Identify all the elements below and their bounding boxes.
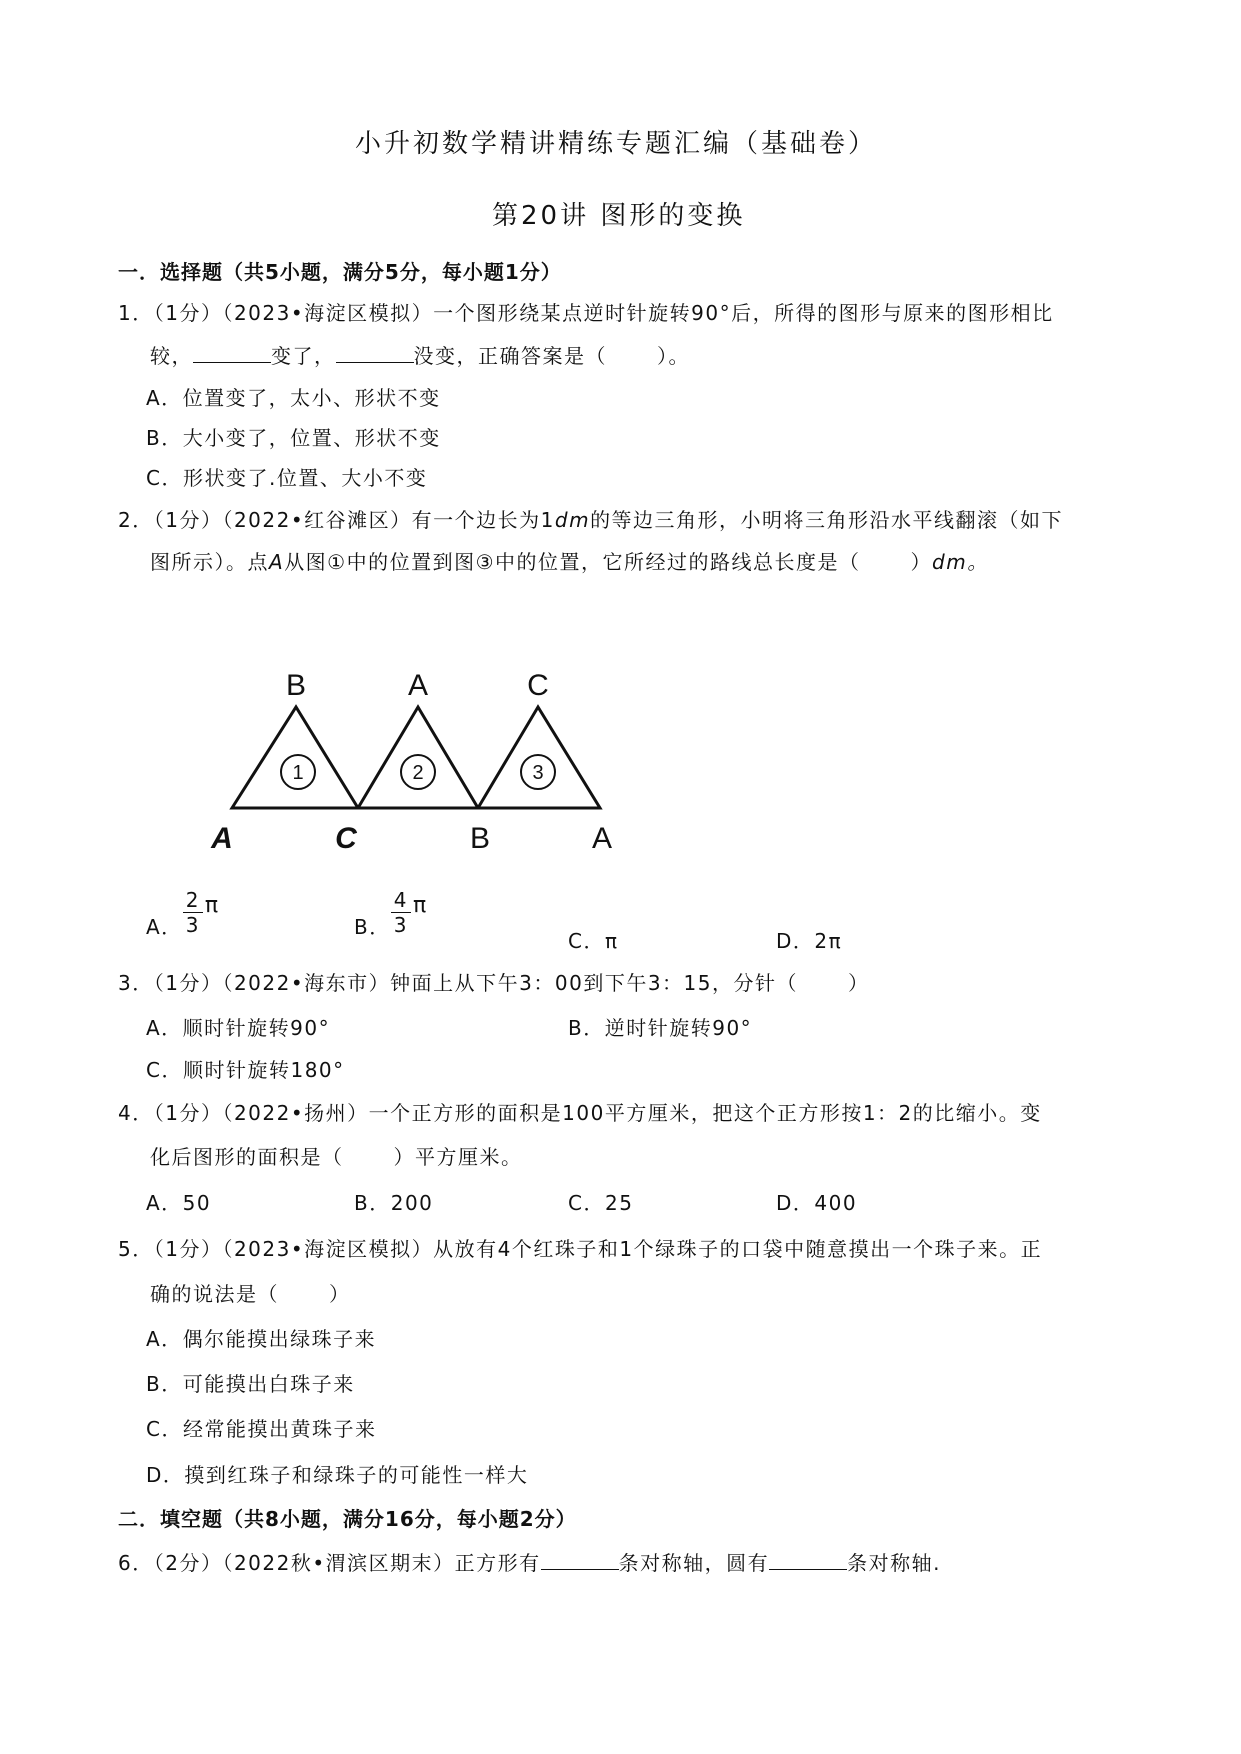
q5-text-a: 确的说法是（ — [150, 1282, 279, 1306]
q6-line1 — [118, 1547, 941, 1576]
q1-option-a: A．位置变了，太小、形状不变 — [146, 386, 441, 410]
q1-blank-1 — [193, 342, 271, 363]
q4-option-d: D．400 — [776, 1191, 858, 1215]
section-heading-fill: 二．填空题（共8小题，满分16分，每小题2分） — [118, 1507, 577, 1531]
q3-option-a: A．顺时针旋转90° — [146, 1016, 331, 1040]
q5-option-a: A．偶尔能摸出绿珠子来 — [146, 1327, 377, 1351]
q5-option-d: D．摸到红珠子和绿珠子的可能性一样大 — [146, 1463, 529, 1487]
q2-option-a-fraction — [183, 889, 203, 936]
q1-line1: 1．（1分）（2023•海淀区模拟）一个图形绕某点逆时针旋转90°后，所得的图形与原来的图形相比 — [118, 301, 1054, 325]
q2-text-a: 2．（1分）（2022•红谷滩区）有一个边长为1 — [118, 508, 555, 532]
q4-text-b: ）平方厘米。 — [393, 1145, 523, 1169]
q2-text-e: ） — [910, 550, 933, 574]
q2-line1 — [118, 504, 1063, 533]
q2-option-b-fraction — [391, 889, 411, 936]
q1-option-b: B．大小变了，位置、形状不变 — [146, 426, 441, 450]
q2-option-d: D．2π — [776, 929, 843, 953]
q2-option-b-pi: π — [412, 893, 428, 918]
q4-text-a: 化后图形的面积是（ — [150, 1145, 344, 1169]
q4-option-a: A．50 — [146, 1191, 212, 1215]
q4-option-b: B．200 — [354, 1191, 434, 1215]
q5-option-c: C．经常能摸出黄珠子来 — [146, 1417, 377, 1441]
q3-text-a: 3．（1分）（2022•海东市）钟面上从下午3：00到下午3：15，分针（ — [118, 971, 798, 995]
q2-option-a-prefix: A． — [146, 915, 183, 939]
q4-option-c: C．25 — [568, 1191, 634, 1215]
vertex-label-bottom-2: C — [335, 822, 357, 855]
q4-line1: 4．（1分）（2022•扬州）一个正方形的面积是100平方厘米，把这个正方形按1：2的比缩小。变 — [118, 1101, 1042, 1125]
triangle-1 — [232, 707, 358, 808]
q1-option-c: C．形状变了.位置、大小不变 — [146, 466, 428, 490]
vertex-label-bottom-4: A — [591, 822, 613, 855]
q5-text-b: ） — [329, 1282, 351, 1306]
triangle-3 — [478, 707, 600, 808]
q2-unit-dm: dm — [554, 508, 591, 532]
q6-text-a: 6．（2分）（2022秋•渭滨区期末）正方形有 — [118, 1551, 541, 1575]
q4-line2 — [150, 1141, 523, 1170]
q2-point-a: A — [269, 550, 285, 574]
vertex-label-bottom-3: B — [469, 822, 491, 855]
main-title: 小升初数学精讲精练专题汇编（基础卷） — [355, 129, 878, 159]
q1-text-d: ）。 — [657, 344, 690, 368]
q6-text-b: 条对称轴，圆有 — [618, 1551, 770, 1575]
q2-text-d: 从图①中的位置到图③中的位置，它所经过的路线总长度是（ — [284, 550, 861, 574]
q3-line1 — [118, 967, 870, 996]
q1-text-a: 较， — [150, 344, 193, 368]
q3-option-b: B．逆时针旋转90° — [568, 1016, 753, 1040]
q1-text-c: 没变，正确答案是（ — [413, 344, 607, 368]
q6-blank-1 — [541, 1549, 619, 1570]
q5-line2 — [150, 1278, 351, 1307]
vertex-label-top-2: A — [407, 669, 429, 702]
vertex-label-top-1: B — [285, 669, 307, 702]
q1-line2 — [150, 340, 690, 369]
q2-option-a-pi: π — [204, 893, 220, 918]
q2-option-a-denominator: 3 — [185, 913, 200, 937]
q1-text-b: 变了， — [271, 344, 336, 368]
triangle-rolling-figure — [190, 660, 650, 860]
q1-blank-2 — [336, 342, 414, 363]
q2-option-b — [354, 888, 428, 952]
vertex-label-top-3: C — [527, 669, 549, 702]
triangle-2 — [358, 707, 478, 808]
circle-label-2: 2 — [412, 762, 424, 784]
q2-option-a — [146, 888, 220, 952]
q6-blank-2 — [769, 1549, 847, 1570]
circle-label-1: 1 — [292, 762, 304, 784]
q3-option-c: C．顺时针旋转180° — [146, 1058, 345, 1082]
section-heading-choice: 一．选择题（共5小题，满分5分，每小题1分） — [118, 260, 562, 284]
vertex-label-bottom-1: A — [211, 822, 233, 855]
q2-unit-dm-2: dm。 — [932, 550, 989, 574]
q5-option-b: B．可能摸出白珠子来 — [146, 1372, 355, 1396]
q2-option-c: C．π — [568, 929, 619, 953]
q6-text-c: 条对称轴. — [847, 1551, 942, 1575]
q2-line2 — [150, 546, 989, 575]
q5-line1: 5．（1分）（2023•海淀区模拟）从放有4个红珠子和1个绿珠子的口袋中随意摸出一个珠子来。正 — [118, 1237, 1043, 1261]
q3-text-b: ） — [848, 971, 870, 995]
circle-label-3: 3 — [532, 762, 544, 784]
q2-option-b-denominator: 3 — [393, 913, 408, 937]
q2-option-a-numerator: 2 — [185, 888, 200, 912]
q2-text-c: 图所示）。点 — [150, 550, 269, 574]
sub-title: 第20讲 图形的变换 — [492, 201, 746, 231]
q2-text-b: 的等边三角形，小明将三角形沿水平线翻滚（如下 — [590, 508, 1064, 532]
q2-option-b-numerator: 4 — [393, 888, 408, 912]
q2-option-b-prefix: B． — [354, 915, 391, 939]
